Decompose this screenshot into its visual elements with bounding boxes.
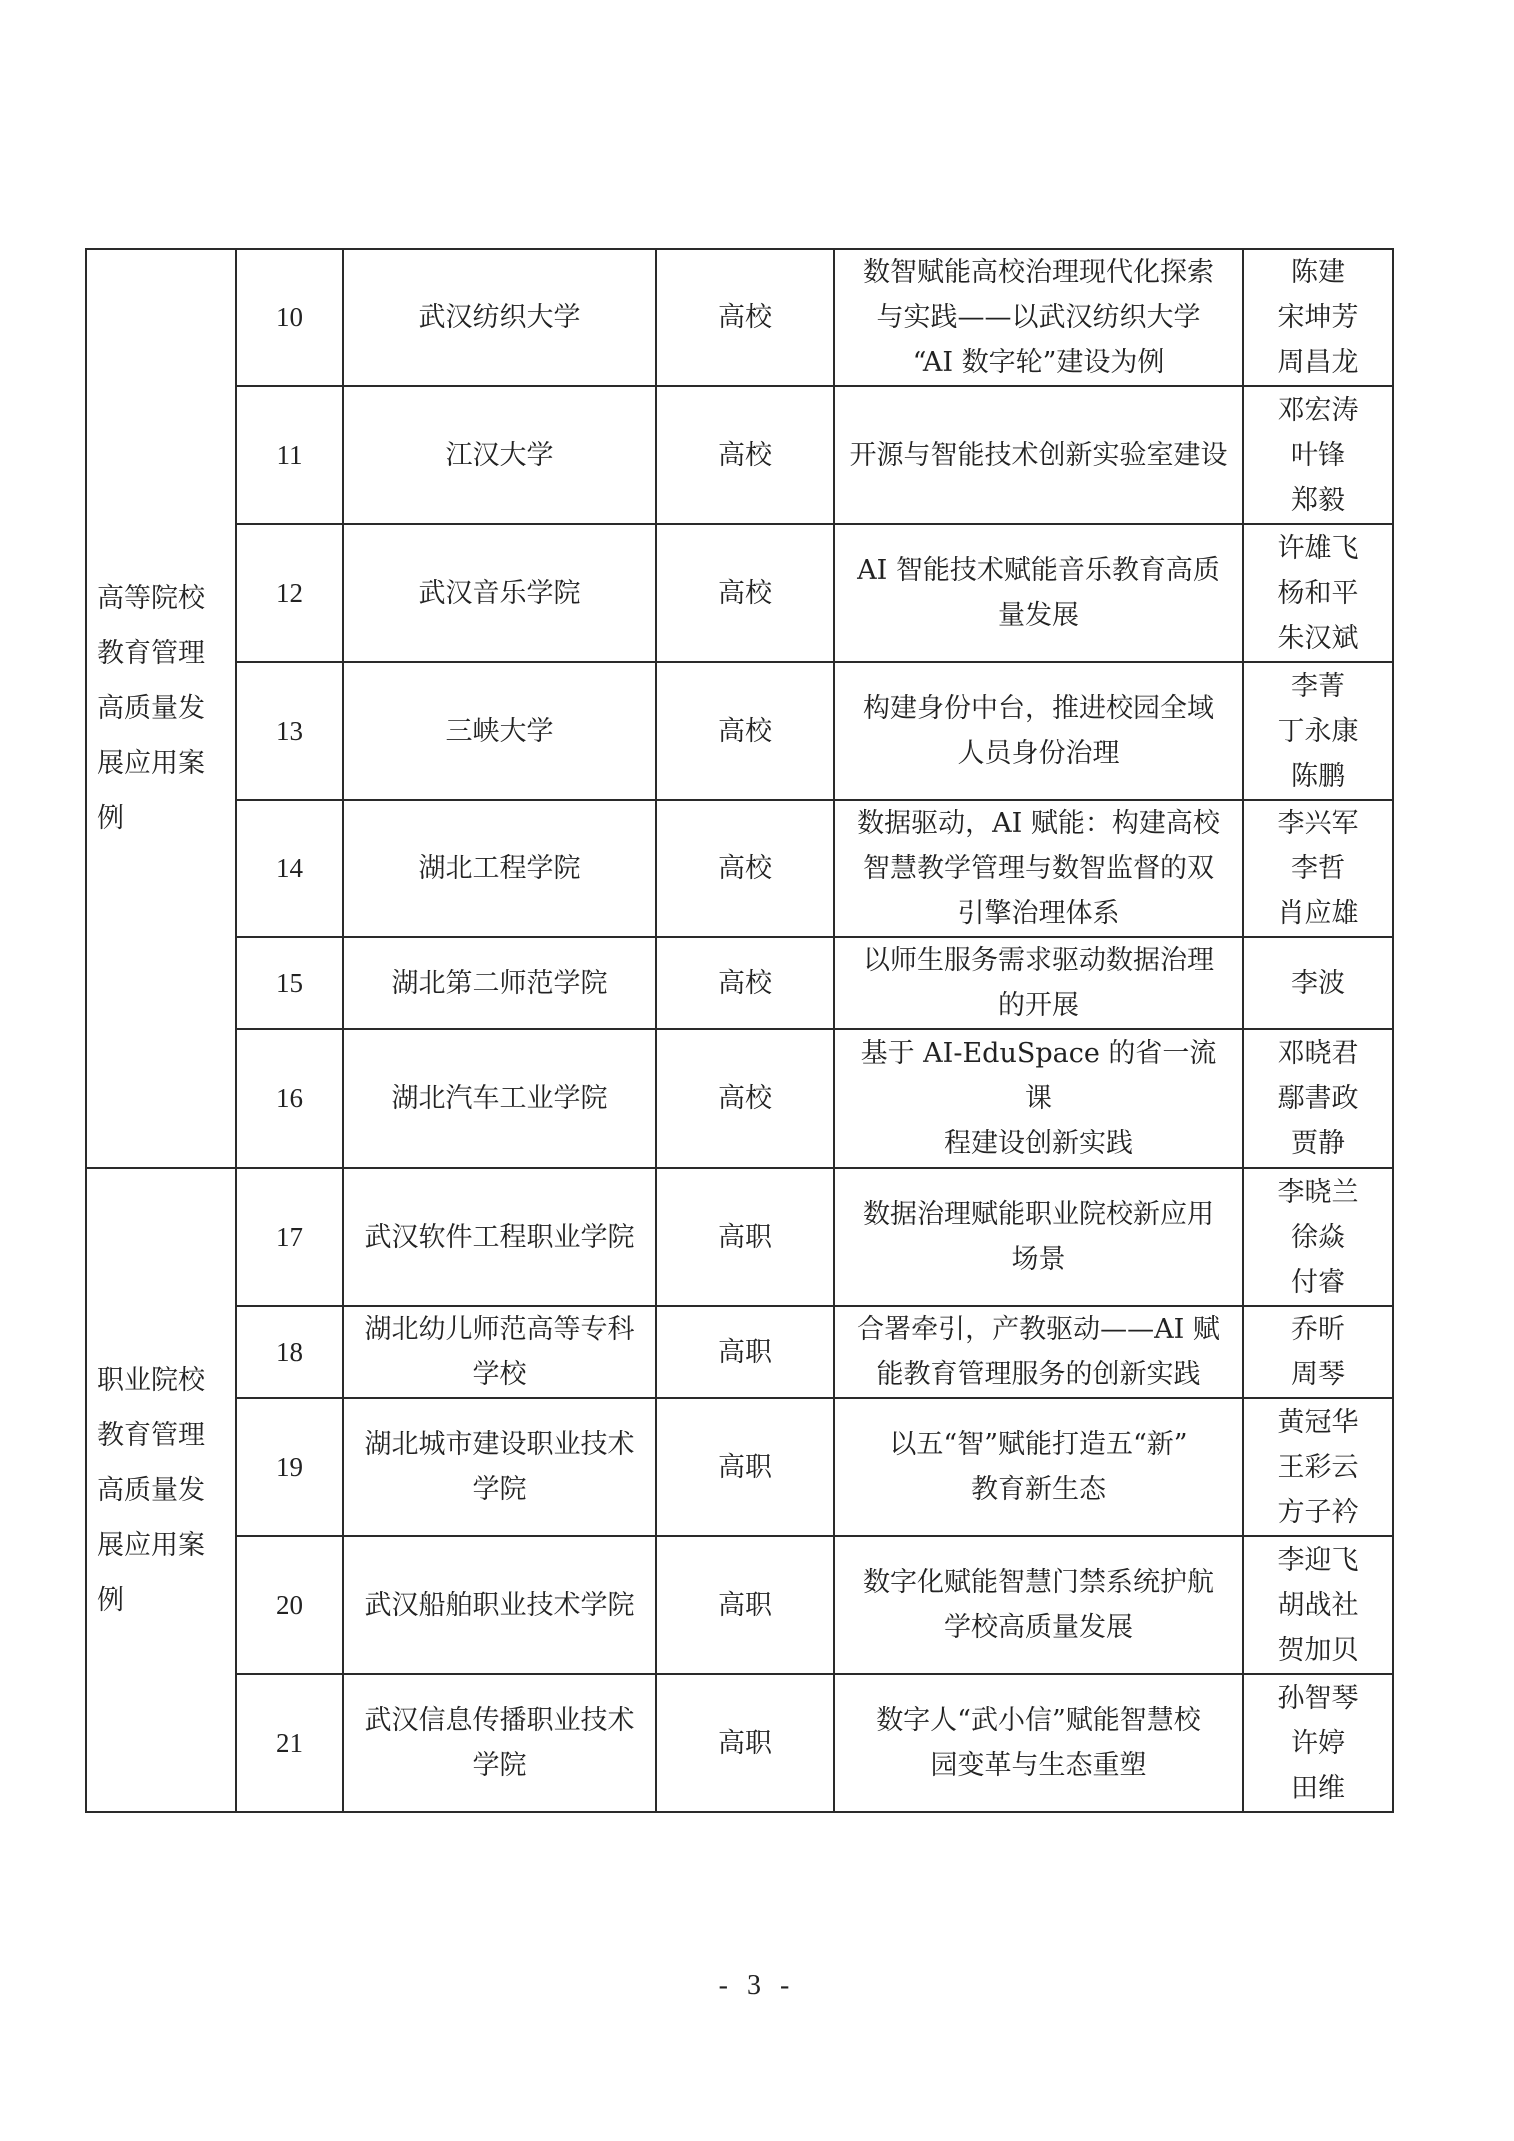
table-row bbox=[86, 662, 1393, 800]
case-title-line: “AI 数字轮”建设为例 bbox=[912, 347, 1165, 378]
case-title-line: 智慧教学管理与数智监督的双 bbox=[863, 853, 1214, 884]
row-number: 21 bbox=[236, 1674, 343, 1812]
unit-name: 三峡大学 bbox=[445, 715, 554, 747]
case-title-cell bbox=[834, 524, 1243, 662]
author-name: 田维 bbox=[1291, 1772, 1345, 1804]
case-title-cell bbox=[834, 800, 1243, 937]
author-name: 鄢書政 bbox=[1277, 1083, 1359, 1114]
case-title-line: 数据治理赋能职业院校新应用 bbox=[863, 1199, 1214, 1230]
author-name: 胡战社 bbox=[1277, 1589, 1359, 1621]
case-title-cell bbox=[834, 1168, 1243, 1306]
category-label: 展应用案 bbox=[97, 748, 205, 779]
author-name: 郑毅 bbox=[1291, 484, 1345, 516]
category-label: 职业院校 bbox=[97, 1364, 205, 1396]
case-title-line: 基于 AI-EduSpace 的省一流课 bbox=[860, 1038, 1217, 1114]
author-name: 邓晓君 bbox=[1277, 1038, 1359, 1069]
row-number: 13 bbox=[236, 662, 343, 800]
case-title-cell bbox=[834, 1029, 1243, 1168]
author-name: 李晓兰 bbox=[1277, 1176, 1359, 1208]
author-name: 叶锋 bbox=[1291, 439, 1345, 471]
row-number: 12 bbox=[236, 524, 343, 662]
case-title-cell bbox=[834, 1398, 1243, 1536]
category-label: 例 bbox=[97, 803, 124, 834]
case-title-line: 与实践——以武汉纺织大学 bbox=[876, 302, 1201, 333]
case-title-line: 数字人“武小信”赋能智慧校 bbox=[876, 1705, 1201, 1736]
authors-cell bbox=[1243, 386, 1393, 524]
table-row bbox=[86, 1536, 1393, 1674]
author-name: 丁永康 bbox=[1277, 715, 1359, 747]
author-name: 周琴 bbox=[1291, 1359, 1345, 1390]
institution-type: 高职 bbox=[656, 1536, 834, 1674]
row-number: 18 bbox=[236, 1306, 343, 1398]
author-name: 李兴军 bbox=[1277, 808, 1359, 839]
unit-name: 湖北工程学院 bbox=[418, 853, 581, 884]
author-name: 陈建 bbox=[1291, 257, 1345, 288]
row-number: 10 bbox=[236, 249, 343, 386]
case-title-line: 教育新生态 bbox=[971, 1474, 1106, 1505]
unit-cell bbox=[343, 524, 656, 662]
unit-cell bbox=[343, 1398, 656, 1536]
case-title-cell bbox=[834, 662, 1243, 800]
institution-type: 高校 bbox=[656, 249, 834, 386]
author-name: 许雄飞 bbox=[1277, 532, 1359, 564]
category-label: 高质量发 bbox=[97, 1474, 205, 1506]
author-name: 黄冠华 bbox=[1277, 1406, 1359, 1438]
unit-name: 江汉大学 bbox=[445, 439, 554, 471]
category-label: 展应用案 bbox=[97, 1529, 205, 1561]
author-name: 贾静 bbox=[1291, 1128, 1345, 1159]
table-row bbox=[86, 1168, 1393, 1306]
author-name: 邓宏涛 bbox=[1277, 394, 1359, 426]
case-title-line: 以五“智”赋能打造五“新” bbox=[889, 1429, 1188, 1460]
case-title-line: 量发展 bbox=[998, 600, 1079, 631]
case-title-line: 程建设创新实践 bbox=[944, 1128, 1133, 1159]
category-cell bbox=[86, 1168, 236, 1812]
case-title-line: 合署牵引，产教驱动——AI 赋 bbox=[857, 1314, 1220, 1345]
case-title-line: 数字化赋能智慧门禁系统护航 bbox=[863, 1567, 1214, 1598]
unit-cell bbox=[343, 1674, 656, 1812]
case-title-line: 园变革与生态重塑 bbox=[930, 1750, 1147, 1781]
table-row bbox=[86, 1398, 1393, 1536]
institution-type: 高校 bbox=[656, 386, 834, 524]
author-name: 宋坤芳 bbox=[1277, 302, 1359, 333]
authors-cell bbox=[1243, 1674, 1393, 1812]
unit-name: 学院 bbox=[472, 1750, 527, 1781]
institution-type: 高校 bbox=[656, 1029, 834, 1168]
row-number: 11 bbox=[236, 386, 343, 524]
case-title-cell bbox=[834, 249, 1243, 386]
case-title-line: 构建身份中台，推进校园全域 bbox=[863, 693, 1214, 724]
row-number: 15 bbox=[236, 937, 343, 1029]
row-number: 14 bbox=[236, 800, 343, 937]
case-title-cell bbox=[834, 1674, 1243, 1812]
row-number: 19 bbox=[236, 1398, 343, 1536]
author-name: 贺加贝 bbox=[1277, 1634, 1359, 1666]
case-title-line: 学校高质量发展 bbox=[944, 1612, 1133, 1643]
institution-type: 高职 bbox=[656, 1674, 834, 1812]
case-title-cell bbox=[834, 937, 1243, 1029]
table-row bbox=[86, 800, 1393, 937]
category-label: 高等院校 bbox=[97, 583, 205, 614]
author-name: 陈鹏 bbox=[1291, 760, 1345, 792]
unit-name: 学院 bbox=[472, 1474, 527, 1505]
author-name: 周昌龙 bbox=[1277, 347, 1359, 378]
institution-type: 高职 bbox=[656, 1168, 834, 1306]
author-name: 方子衿 bbox=[1277, 1496, 1359, 1528]
author-name: 付睿 bbox=[1291, 1266, 1345, 1298]
unit-name: 武汉船舶职业技术学院 bbox=[364, 1589, 635, 1621]
page-number: - 3 - bbox=[718, 1970, 796, 2001]
author-name: 李哲 bbox=[1291, 853, 1345, 884]
table-row bbox=[86, 1029, 1393, 1168]
unit-cell bbox=[343, 800, 656, 937]
case-title-line: AI 智能技术赋能音乐教育高质 bbox=[857, 555, 1220, 586]
unit-cell bbox=[343, 1168, 656, 1306]
unit-name: 武汉信息传播职业技术 bbox=[364, 1705, 635, 1736]
authors-cell bbox=[1243, 662, 1393, 800]
author-name: 王彩云 bbox=[1277, 1451, 1359, 1483]
unit-name: 湖北城市建设职业技术 bbox=[364, 1429, 635, 1460]
authors-cell bbox=[1243, 800, 1393, 937]
unit-cell bbox=[343, 386, 656, 524]
author-name: 许婷 bbox=[1291, 1727, 1345, 1759]
author-name: 李波 bbox=[1291, 967, 1345, 999]
unit-name: 湖北幼儿师范高等专科 bbox=[364, 1314, 635, 1345]
category-label: 教育管理 bbox=[97, 638, 205, 669]
institution-type: 高校 bbox=[656, 524, 834, 662]
authors-cell bbox=[1243, 1029, 1393, 1168]
case-table bbox=[85, 248, 1394, 1813]
table-row bbox=[86, 386, 1393, 524]
unit-name: 武汉音乐学院 bbox=[418, 577, 581, 609]
institution-type: 高校 bbox=[656, 800, 834, 937]
institution-type: 高校 bbox=[656, 937, 834, 1029]
author-name: 朱汉斌 bbox=[1277, 622, 1359, 654]
category-label: 教育管理 bbox=[97, 1419, 205, 1451]
case-title-line: 数据驱动，AI 赋能：构建高校 bbox=[857, 808, 1220, 839]
unit-name: 湖北第二师范学院 bbox=[391, 967, 608, 999]
unit-cell bbox=[343, 1029, 656, 1168]
author-name: 乔昕 bbox=[1291, 1314, 1345, 1345]
row-number: 20 bbox=[236, 1536, 343, 1674]
case-title-line: 数智赋能高校治理现代化探索 bbox=[863, 257, 1214, 288]
author-name: 孙智琴 bbox=[1277, 1682, 1359, 1714]
table-row bbox=[86, 1306, 1393, 1398]
institution-type: 高职 bbox=[656, 1306, 834, 1398]
category-label: 高质量发 bbox=[97, 693, 205, 724]
unit-name: 武汉软件工程职业学院 bbox=[364, 1221, 635, 1253]
case-title-line: 引擎治理体系 bbox=[957, 898, 1120, 929]
authors-cell bbox=[1243, 1398, 1393, 1536]
case-title-line: 场景 bbox=[1011, 1244, 1066, 1275]
unit-name: 武汉纺织大学 bbox=[418, 302, 581, 333]
authors-cell bbox=[1243, 249, 1393, 386]
table-row bbox=[86, 249, 1393, 386]
author-name: 李菁 bbox=[1291, 670, 1345, 702]
case-title-cell bbox=[834, 1536, 1243, 1674]
case-title-cell bbox=[834, 386, 1243, 524]
case-title-line: 能教育管理服务的创新实践 bbox=[876, 1359, 1201, 1390]
unit-cell bbox=[343, 1306, 656, 1398]
row-number: 17 bbox=[236, 1168, 343, 1306]
case-title-line: 的开展 bbox=[998, 990, 1079, 1021]
unit-cell bbox=[343, 662, 656, 800]
case-title-line: 以师生服务需求驱动数据治理 bbox=[863, 945, 1214, 976]
category-label: 例 bbox=[97, 1584, 124, 1616]
unit-cell bbox=[343, 937, 656, 1029]
unit-cell bbox=[343, 249, 656, 386]
institution-type: 高校 bbox=[656, 662, 834, 800]
category-cell bbox=[86, 249, 236, 1168]
authors-cell bbox=[1243, 1168, 1393, 1306]
author-name: 徐焱 bbox=[1291, 1221, 1345, 1253]
case-title-line: 人员身份治理 bbox=[957, 738, 1120, 769]
author-name: 肖应雄 bbox=[1277, 898, 1359, 929]
case-title-cell bbox=[834, 1306, 1243, 1398]
case-title-line: 开源与智能技术创新实验室建设 bbox=[849, 439, 1228, 471]
unit-name: 学校 bbox=[472, 1359, 527, 1390]
row-number: 16 bbox=[236, 1029, 343, 1168]
institution-type: 高职 bbox=[656, 1398, 834, 1536]
table-row bbox=[86, 1674, 1393, 1812]
table-row bbox=[86, 937, 1393, 1029]
authors-cell bbox=[1243, 524, 1393, 662]
author-name: 李迎飞 bbox=[1277, 1544, 1359, 1576]
unit-name: 湖北汽车工业学院 bbox=[391, 1083, 608, 1114]
authors-cell bbox=[1243, 1536, 1393, 1674]
unit-cell bbox=[343, 1536, 656, 1674]
author-name: 杨和平 bbox=[1277, 577, 1359, 609]
authors-cell bbox=[1243, 1306, 1393, 1398]
table-row bbox=[86, 524, 1393, 662]
authors-cell bbox=[1243, 937, 1393, 1029]
